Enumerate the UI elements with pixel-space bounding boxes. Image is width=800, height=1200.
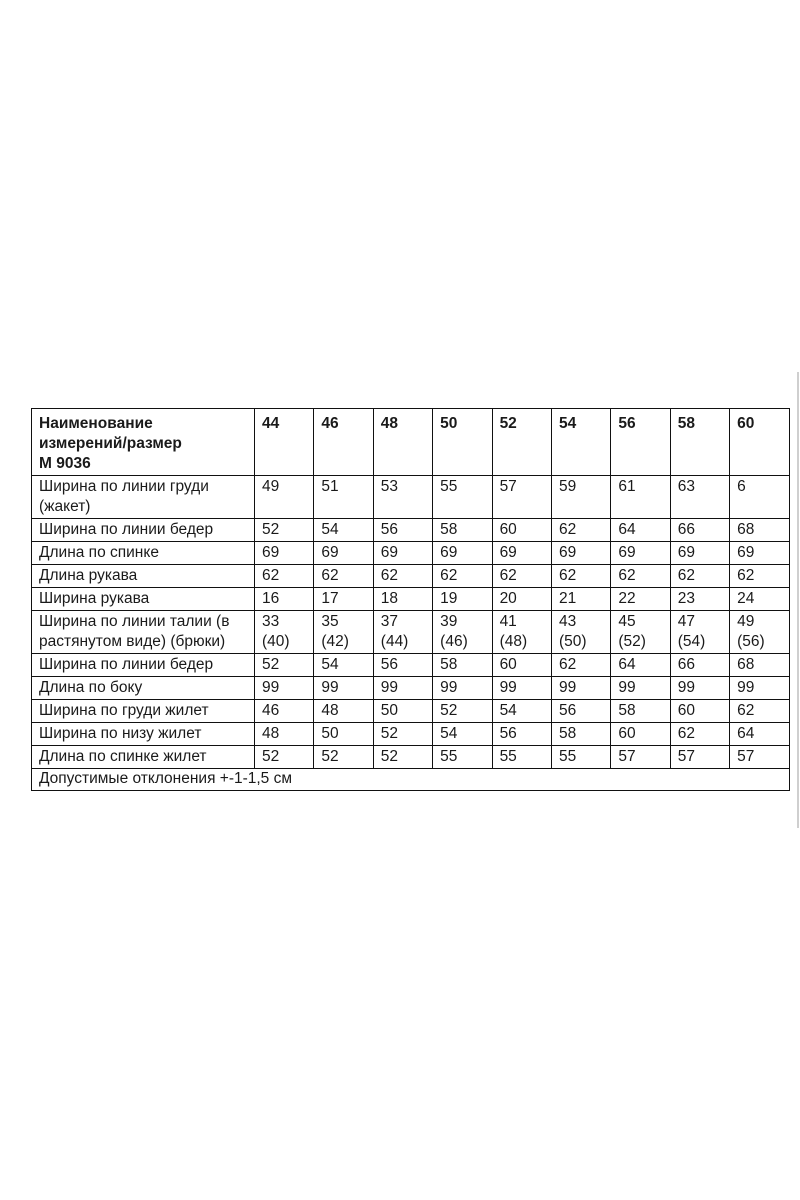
value-line: 52: [380, 748, 399, 765]
value-line: 99: [440, 679, 458, 696]
row-label-cell: [32, 677, 255, 700]
value-cell: [670, 700, 729, 723]
row-label-line: Длина по спинке жилет: [39, 748, 207, 765]
value-line: 60: [618, 725, 636, 742]
table-row: [32, 476, 790, 519]
value-line: (54): [677, 633, 706, 650]
value-cell: [551, 611, 610, 654]
value-line: (52): [618, 633, 646, 650]
header-size-cell: 54: [551, 409, 610, 476]
value-cell: [492, 519, 551, 542]
value-line: 64: [618, 656, 636, 673]
header-size-cell: 44: [255, 409, 314, 476]
value-cell: [492, 654, 551, 677]
value-cell: [730, 519, 789, 542]
value-cell: [611, 565, 670, 588]
value-cell: [730, 611, 789, 654]
value-cell: [373, 746, 432, 769]
value-line: 99: [677, 679, 695, 696]
value-line: 54: [440, 725, 458, 742]
value-cell: [492, 542, 551, 565]
table-row: [32, 700, 790, 723]
value-cell: [433, 654, 492, 677]
value-cell: [492, 677, 551, 700]
header-label-line: измерений/размер: [39, 435, 182, 452]
row-label-cell: [32, 700, 255, 723]
value-line: 43: [558, 613, 577, 630]
header-size-cell: 46: [314, 409, 373, 476]
value-line: 99: [262, 679, 280, 696]
tolerance-note: Допустимые отклонения +-1-1,5 см: [32, 769, 790, 791]
value-line: 62: [558, 567, 577, 584]
value-line: 69: [677, 544, 695, 561]
value-cell: [373, 565, 432, 588]
table-row: [32, 654, 790, 677]
value-cell: [730, 588, 789, 611]
value-line: 60: [677, 702, 695, 719]
value-cell: [611, 611, 670, 654]
value-cell: [551, 700, 610, 723]
value-cell: [255, 588, 314, 611]
value-line: 68: [737, 521, 755, 538]
value-cell: [551, 519, 610, 542]
header-size-cell: 60: [730, 409, 789, 476]
value-cell: [611, 519, 670, 542]
value-cell: [255, 519, 314, 542]
value-cell: [373, 677, 432, 700]
value-line: 64: [618, 521, 636, 538]
value-cell: [314, 476, 373, 519]
value-line: 54: [321, 521, 339, 538]
value-cell: [730, 700, 789, 723]
value-line: 50: [380, 702, 399, 719]
value-cell: [551, 723, 610, 746]
footer-row: [32, 769, 790, 791]
value-cell: [255, 654, 314, 677]
size-chart-table: [31, 408, 790, 791]
value-line: 69: [737, 544, 755, 561]
value-cell: [255, 700, 314, 723]
value-cell: [255, 611, 314, 654]
row-label-cell: [32, 565, 255, 588]
value-line: 57: [737, 748, 755, 765]
value-line: 62: [321, 567, 339, 584]
row-label-cell: [32, 519, 255, 542]
value-line: 45: [618, 613, 636, 630]
value-line: 52: [321, 748, 339, 765]
value-line: 99: [737, 679, 755, 696]
header-label-line: М 9036: [39, 455, 91, 472]
value-line: (46): [440, 633, 468, 650]
row-label-cell: [32, 476, 255, 519]
row-label-line: (жакет): [39, 498, 91, 515]
value-line: 62: [380, 567, 399, 584]
row-label-line: Ширина рукава: [39, 590, 150, 607]
value-line: 52: [262, 748, 280, 765]
value-cell: [670, 565, 729, 588]
value-cell: [373, 542, 432, 565]
value-line: 52: [262, 656, 280, 673]
table-body: [32, 409, 790, 791]
value-cell: [551, 654, 610, 677]
value-cell: [730, 565, 789, 588]
value-line: 62: [737, 567, 755, 584]
value-line: 58: [558, 725, 577, 742]
value-cell: [255, 542, 314, 565]
value-cell: [373, 700, 432, 723]
value-line: 61: [618, 478, 636, 495]
row-label-cell: [32, 746, 255, 769]
value-cell: [314, 677, 373, 700]
value-line: 18: [380, 590, 399, 607]
value-cell: [551, 565, 610, 588]
value-cell: [670, 519, 729, 542]
header-size-cell: 56: [611, 409, 670, 476]
row-label-line: Длина по спинке: [39, 544, 159, 561]
value-cell: [314, 700, 373, 723]
row-label-line: Ширина по низу жилет: [39, 725, 202, 742]
value-cell: [670, 654, 729, 677]
value-cell: [255, 476, 314, 519]
value-cell: [373, 476, 432, 519]
value-line: 62: [558, 656, 577, 673]
value-cell: [492, 565, 551, 588]
value-line: (40): [262, 633, 290, 650]
value-line: 55: [440, 748, 458, 765]
value-line: (56): [737, 633, 765, 650]
value-cell: [433, 611, 492, 654]
value-line: 47: [677, 613, 695, 630]
value-cell: [373, 611, 432, 654]
value-line: 62: [558, 521, 577, 538]
row-label-line: Ширина по линии талии (в: [39, 613, 230, 630]
value-line: 16: [262, 590, 280, 607]
value-cell: [670, 588, 729, 611]
value-cell: [670, 677, 729, 700]
value-line: 55: [558, 748, 577, 765]
row-label-line: Ширина по линии бедер: [39, 521, 214, 538]
row-label-line: растянутом виде) (брюки): [39, 633, 226, 650]
value-line: 62: [262, 567, 280, 584]
value-line: 66: [677, 656, 695, 673]
value-cell: [314, 519, 373, 542]
table-row: [32, 611, 790, 654]
value-line: 54: [321, 656, 339, 673]
header-label-cell: [32, 409, 255, 476]
value-cell: [551, 542, 610, 565]
row-label-cell: [32, 723, 255, 746]
value-cell: [730, 746, 789, 769]
header-size-cell: 58: [670, 409, 729, 476]
value-cell: [492, 611, 551, 654]
value-cell: [433, 723, 492, 746]
header-size-cell: 48: [373, 409, 432, 476]
row-label-line: Ширина по линии бедер: [39, 656, 214, 673]
table-row: [32, 746, 790, 769]
value-cell: [314, 723, 373, 746]
value-cell: [433, 476, 492, 519]
value-cell: [433, 588, 492, 611]
value-line: 99: [618, 679, 636, 696]
table-row: [32, 519, 790, 542]
value-line: 62: [499, 567, 517, 584]
value-line: 39: [440, 613, 458, 630]
value-line: 99: [558, 679, 577, 696]
value-cell: [373, 723, 432, 746]
value-line: 35: [321, 613, 339, 630]
value-cell: [314, 542, 373, 565]
value-cell: [492, 746, 551, 769]
value-line: 54: [499, 702, 517, 719]
value-line: 17: [321, 590, 339, 607]
row-label-line: Ширина по груди жилет: [39, 702, 209, 719]
value-line: 24: [737, 590, 755, 607]
value-line: 57: [499, 478, 517, 495]
value-line: 56: [380, 656, 399, 673]
value-line: 99: [380, 679, 399, 696]
row-label-line: Длина рукава: [39, 567, 138, 584]
value-cell: [314, 611, 373, 654]
value-cell: [433, 700, 492, 723]
value-cell: [373, 654, 432, 677]
value-cell: [551, 746, 610, 769]
value-cell: [255, 746, 314, 769]
value-line: 69: [262, 544, 280, 561]
value-line: 49: [737, 613, 755, 630]
value-cell: [255, 723, 314, 746]
value-line: (50): [558, 633, 587, 650]
value-line: 46: [262, 702, 280, 719]
row-label-cell: [32, 611, 255, 654]
value-cell: [611, 476, 670, 519]
value-line: 57: [618, 748, 636, 765]
value-cell: [314, 588, 373, 611]
value-cell: [670, 542, 729, 565]
value-line: 23: [677, 590, 695, 607]
row-label-line: Ширина по линии груди: [39, 478, 209, 495]
value-line: 64: [737, 725, 755, 742]
value-cell: [255, 565, 314, 588]
value-cell: [314, 654, 373, 677]
row-label-cell: [32, 588, 255, 611]
value-line: 56: [558, 702, 577, 719]
value-line: 6: [737, 478, 746, 495]
table-row: [32, 565, 790, 588]
value-line: 52: [262, 521, 280, 538]
value-line: (42): [321, 633, 349, 650]
value-cell: [730, 476, 789, 519]
value-line: 66: [677, 521, 695, 538]
value-line: 41: [499, 613, 517, 630]
value-line: 69: [499, 544, 517, 561]
value-cell: [670, 746, 729, 769]
value-line: 69: [440, 544, 458, 561]
value-line: 58: [618, 702, 636, 719]
value-cell: [433, 519, 492, 542]
value-line: 37: [380, 613, 399, 630]
value-cell: [611, 677, 670, 700]
header-row: [32, 409, 790, 476]
value-line: 62: [737, 702, 755, 719]
value-cell: [730, 677, 789, 700]
value-line: 59: [558, 478, 577, 495]
header-size-cell: 50: [433, 409, 492, 476]
value-cell: [730, 723, 789, 746]
value-cell: [611, 700, 670, 723]
value-line: 68: [737, 656, 755, 673]
value-line: 53: [380, 478, 399, 495]
value-cell: [492, 700, 551, 723]
value-line: 69: [321, 544, 339, 561]
value-cell: [611, 654, 670, 677]
header-label-line: Наименование: [39, 415, 153, 432]
value-cell: [373, 519, 432, 542]
value-cell: [670, 476, 729, 519]
value-line: 22: [618, 590, 636, 607]
value-line: 55: [440, 478, 458, 495]
value-line: 62: [677, 567, 695, 584]
table-row: [32, 542, 790, 565]
value-line: 20: [499, 590, 517, 607]
value-line: 69: [380, 544, 399, 561]
value-line: 56: [380, 521, 399, 538]
value-cell: [492, 723, 551, 746]
value-line: 50: [321, 725, 339, 742]
value-cell: [314, 746, 373, 769]
value-line: 33: [262, 613, 280, 630]
value-line: 99: [499, 679, 517, 696]
value-cell: [492, 476, 551, 519]
value-cell: [670, 723, 729, 746]
row-label-line: Длина по боку: [39, 679, 143, 696]
value-cell: [611, 542, 670, 565]
value-line: 48: [321, 702, 339, 719]
value-line: 62: [440, 567, 458, 584]
value-line: 48: [262, 725, 280, 742]
value-line: 55: [499, 748, 517, 765]
value-line: 58: [440, 521, 458, 538]
value-cell: [611, 588, 670, 611]
row-label-cell: [32, 542, 255, 565]
value-cell: [255, 677, 314, 700]
value-cell: [492, 588, 551, 611]
value-cell: [433, 677, 492, 700]
value-cell: [551, 677, 610, 700]
value-cell: [670, 611, 729, 654]
value-line: 69: [618, 544, 636, 561]
value-cell: [433, 565, 492, 588]
value-line: 58: [440, 656, 458, 673]
value-line: 49: [262, 478, 280, 495]
value-line: 99: [321, 679, 339, 696]
value-cell: [433, 746, 492, 769]
value-line: 52: [380, 725, 399, 742]
value-line: 19: [440, 590, 458, 607]
value-line: 52: [440, 702, 458, 719]
value-cell: [611, 723, 670, 746]
scan-edge-line: [797, 372, 799, 828]
value-line: (44): [380, 633, 409, 650]
value-cell: [314, 565, 373, 588]
value-cell: [373, 588, 432, 611]
value-line: 63: [677, 478, 695, 495]
value-cell: [433, 542, 492, 565]
value-line: 69: [558, 544, 577, 561]
value-line: 60: [499, 656, 517, 673]
table-row: [32, 723, 790, 746]
value-cell: [551, 476, 610, 519]
row-label-cell: [32, 654, 255, 677]
value-cell: [730, 654, 789, 677]
table-row: [32, 677, 790, 700]
value-line: 21: [558, 590, 577, 607]
value-cell: [611, 746, 670, 769]
header-size-cell: 52: [492, 409, 551, 476]
value-line: 51: [321, 478, 339, 495]
value-line: 60: [499, 521, 517, 538]
value-cell: [551, 588, 610, 611]
value-line: 56: [499, 725, 517, 742]
value-line: 62: [677, 725, 695, 742]
table-row: [32, 588, 790, 611]
value-line: 62: [618, 567, 636, 584]
value-line: (48): [499, 633, 528, 650]
value-line: 57: [677, 748, 695, 765]
value-cell: [730, 542, 789, 565]
